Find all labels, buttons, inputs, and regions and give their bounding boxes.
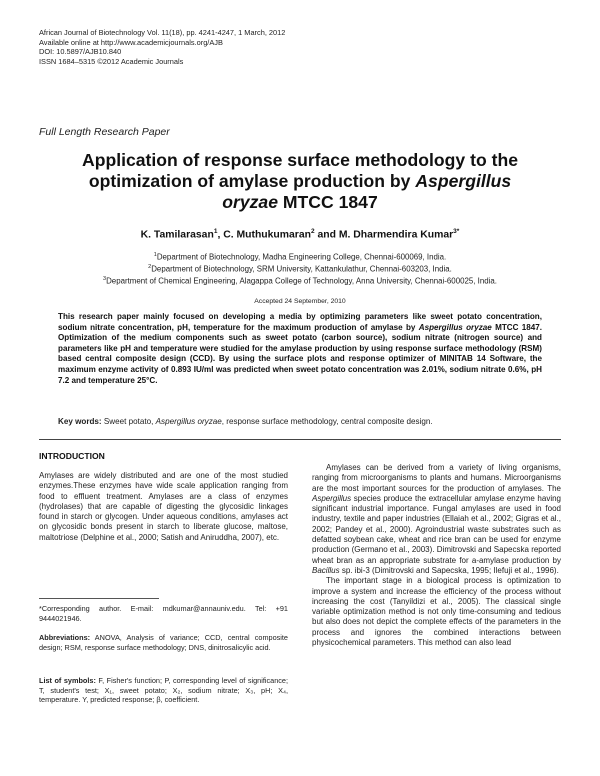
keywords-text: Sweet potato,	[103, 417, 154, 426]
journal-doi: DOI: 10.5897/AJB10.840	[39, 47, 122, 57]
author-3-affiliation: 3*	[453, 228, 460, 235]
abstract-text: This research paper mainly focused on developing a media by optimizing parameters like sweet potato concentration, sodium nitrate concentration, pH, temperature for the maximum production of amylase by	[58, 312, 542, 332]
affiliation-number: 1	[153, 252, 157, 258]
keywords-organism: Aspergillus oryzae	[155, 417, 222, 426]
abbreviations-note	[39, 633, 288, 652]
journal-header	[39, 28, 285, 66]
affiliation-text: Department of Chemical Engineering, Alagappa College of Technology, Anna University, Chennai-600025, India.	[106, 276, 497, 286]
paragraph-text: species produce the extracellular amylase enzyme having significant industrial importance. Fungal amylases are used in food industry, textile and paper industries (Ellaiah et al., 2002; Gigras et al., 2002; Pandey et al., 2000). Agroindustrial waste substrates such as defatted soybean cake, wheat and rice bran can be used for enzyme production (Germano et al., 2003). Dimitrovski and Sapecska reported wheat bran as an appropriate substrate for a-amylase production by	[312, 493, 561, 565]
symbols-note	[39, 676, 288, 705]
paragraph-text: sp. ibi-3 (Dimitrovski and Sapecska, 1995; Ilefuji et al., 1996).	[341, 565, 559, 575]
affiliation-text: Department of Biotechnology, SRM University, Kattankulathur, Chennai-603203, India.	[151, 264, 452, 274]
symbols-text: F, Fisher's function; P, corresponding level of significance; T, student's test; X₁, sweet potato; X₂, sodium nitrate; X₃, pH; X₄, temperature. Y, predicted response; β, coefficient.	[39, 676, 288, 705]
introduction-heading: INTRODUCTION	[39, 451, 105, 461]
author-separator: ,	[217, 229, 224, 241]
right-paragraph-1	[312, 463, 561, 576]
title-genus: Aspergillus	[415, 171, 512, 191]
title-species: oryzae	[222, 192, 278, 212]
paragraph-text: Amylases can be derived from a variety of living organisms, ranging from microorganisms to plants and humans. Microorganisms are the most important sources for the production of amylases. The	[312, 463, 561, 493]
author-1: K. Tamilarasan	[140, 229, 214, 241]
keywords-label: Key words:	[58, 417, 102, 426]
author-separator: and	[314, 229, 339, 241]
affiliation-1	[20, 252, 580, 262]
abstract-organism: Aspergillus oryzae	[418, 322, 492, 332]
symbols-label: List of symbols:	[39, 676, 96, 685]
genus-name: Aspergillus	[312, 493, 352, 503]
author-2-affiliation: 2	[310, 228, 315, 235]
section-label: Full Length Research Paper	[39, 126, 170, 138]
author-2: C. Muthukumaran	[223, 229, 311, 241]
author-list	[40, 228, 560, 240]
genus-name: Bacillus	[312, 565, 340, 575]
affiliation-text: Department of Biotechnology, Madha Engineering College, Chennai-600069, India.	[156, 252, 447, 262]
title-line-2: optimization of amylase production by	[88, 171, 411, 191]
journal-issn: ISSN 1684–5315 ©2012 Academic Journals	[39, 56, 184, 66]
section-divider	[39, 439, 561, 440]
affiliation-3	[20, 276, 580, 286]
author-3: M. Dharmendira Kumar	[338, 229, 454, 241]
abstract-text: MTCC 1847. Optimization of the medium components such as sweet potato (carbon source), sodium nitrate (nitrogen source) and parameters like pH and temperature were studied for the amylase production by using response surface methodology (RSM) based central composite design (CCD). By using the surface plots and response optimizer of MINITAB 14 Software, the maximum enzyme activity of 0.893 IU/ml was predicted when sweet potato concentration was 2.01%, sodium nitrate 0.6%, pH 7.2 and temperature 25°C.	[58, 322, 543, 385]
abbreviations-label: Abbreviations:	[39, 633, 91, 642]
accepted-date: Accepted 24 September, 2010	[254, 298, 346, 305]
keywords	[58, 417, 548, 426]
keywords-text: , response surface methodology, central composite design.	[221, 417, 433, 426]
title-strain: MTCC 1847	[282, 192, 378, 212]
intro-paragraph: Amylases are widely distributed and are one of the most studied enzymes.These enzymes have wide scale application ranging from food to effluent treatment. Amylases are a class of enzymes (hydrolases) that are capable of digesting the glycosidic linkages found in starch or glycogen. Under aqueous conditions, amylases act on glycosidic bonds present in starch to liberate glucose, maltose, maltotriose (Delphine et al., 2000; Satish and Aniruddha, 2007), etc.	[39, 471, 288, 542]
affiliation-number: 3	[103, 276, 107, 282]
corresponding-author-note: *Corresponding author. E-mail: mdkumar@annauniv.edu. Tel: +91 9444021946.	[39, 604, 288, 623]
author-1-affiliation: 1	[213, 228, 218, 235]
abbreviations-text: ANOVA, Analysis of variance; CCD, central composite design; RSM, response surface methodology; DNS, dinitrosalicylic acid.	[39, 633, 288, 652]
paper-title	[40, 150, 560, 213]
journal-citation: African Journal of Biotechnology Vol. 11(18), pp. 4241-4247, 1 March, 2012	[39, 28, 286, 37]
left-column	[39, 471, 288, 543]
footnote-divider	[39, 598, 159, 599]
right-paragraph-2: The important stage in a biological process is optimization to improve a system and increase the efficiency of the process without increasing the cost (Tanyildizi et al., 2005). The classical single variable optimization method is not only time-consuming and tedious but also does not depict the complete effects of the parameters in the process and ignores the combined interactions between physicochemical parameters. This method can also lead	[312, 576, 561, 648]
affiliation-number: 2	[148, 264, 152, 270]
title-line-1: Application of response surface methodology to the	[82, 150, 518, 170]
right-column	[312, 463, 561, 648]
journal-url: Available online at http://www.academicjournals.org/AJB	[39, 37, 223, 47]
affiliation-2	[20, 264, 580, 274]
abstract	[58, 312, 542, 386]
